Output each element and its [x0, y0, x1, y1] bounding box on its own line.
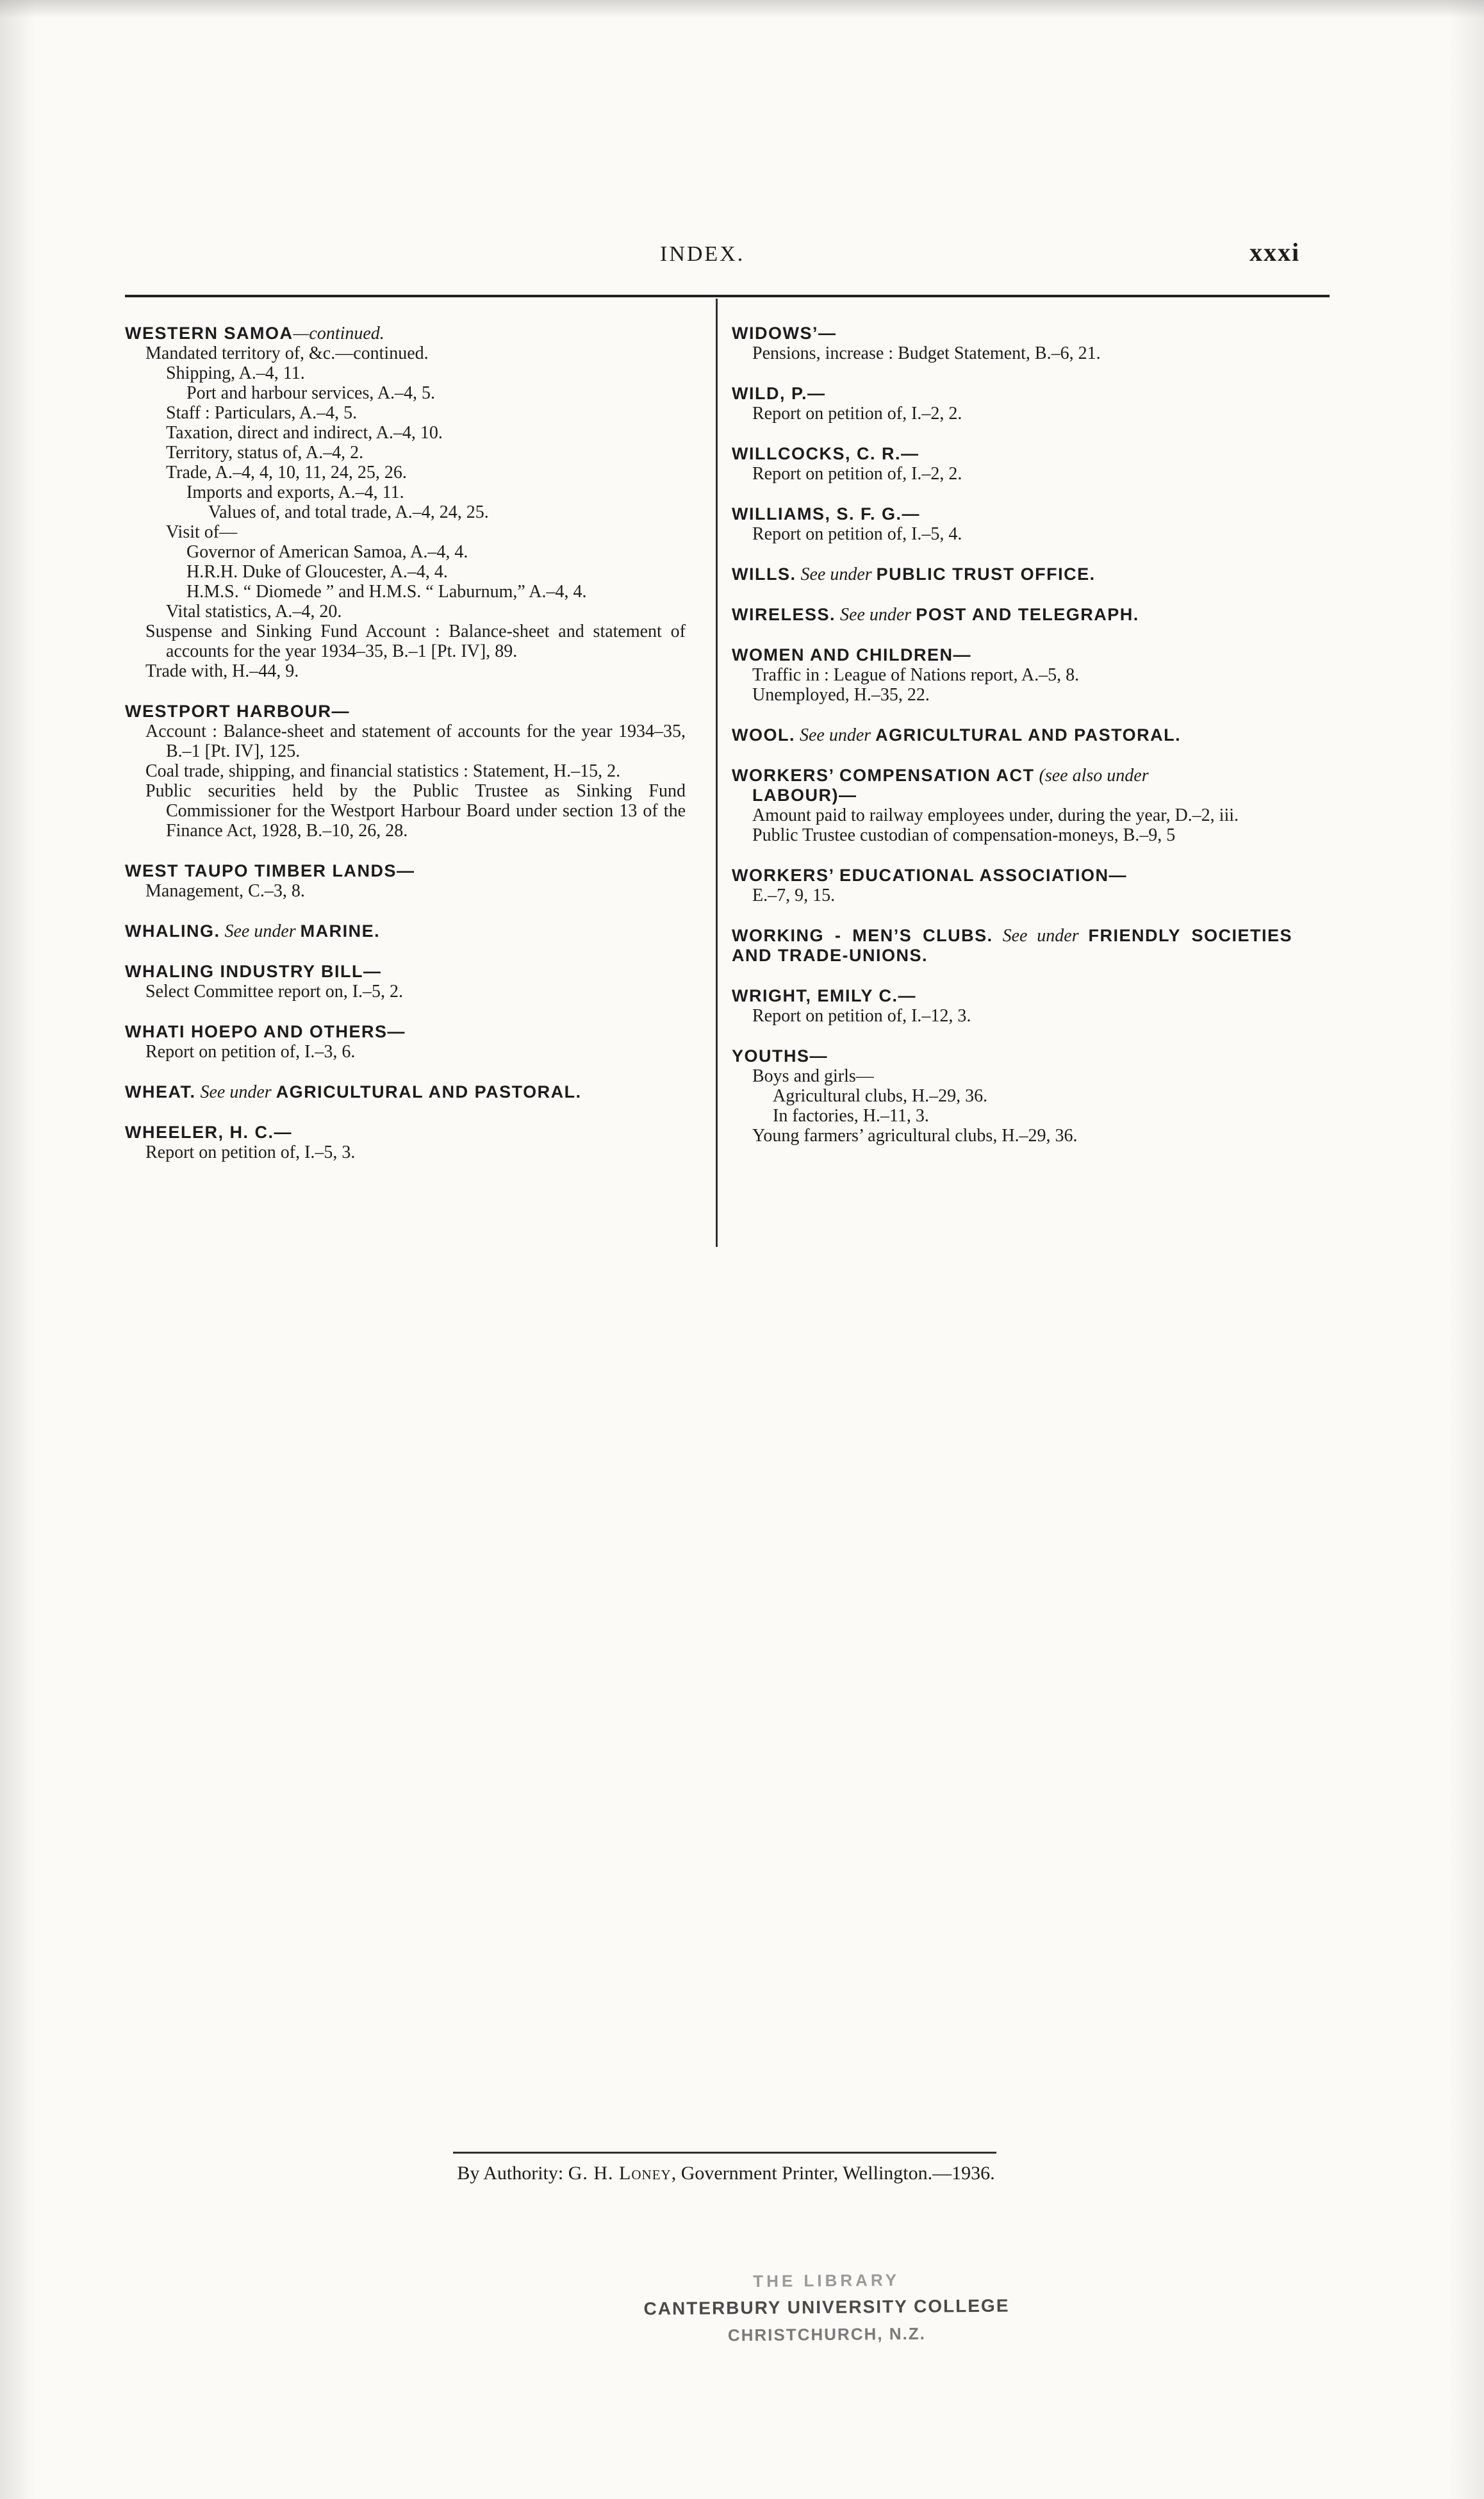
entry-line: Trade, A.–4, 4, 10, 11, 24, 25, 26.: [166, 463, 407, 482]
entry-heading: WHALING INDUSTRY BILL: [125, 962, 363, 981]
entry-line: Young farmers’ agricultural clubs, H.–29, 36.: [752, 1126, 1078, 1146]
printer-imprint: [363, 2163, 1089, 2184]
index-entry-west-taupo: [125, 861, 686, 901]
index-entry-whaling-industry-bill: [125, 962, 686, 1002]
entry-line: Report on petition of, I.–2, 2.: [752, 464, 962, 484]
entry-line: Trade with, H.–44, 9.: [145, 661, 299, 681]
see-under-label: See under: [200, 1082, 272, 1102]
entry-heading-suffix: —: [807, 384, 826, 403]
printer-name: G. H. Loney: [568, 2163, 672, 2184]
index-entry-western-samoa: [125, 324, 686, 681]
entry-line: Report on petition of, I.–12, 3.: [752, 1006, 971, 1026]
entry-line: Public Trustee custodian of compensation-moneys, B.–9, 5: [752, 825, 1176, 845]
column-divider: [716, 299, 718, 1247]
entry-line: Suspense and Sinking Fund Account : Balance-sheet and statement of accounts for the year 1934–35, B.–1 [Pt. IV], 89.: [145, 622, 686, 661]
entry-heading-suffix: —: [898, 986, 917, 1005]
index-entry-willcocks: [732, 444, 1292, 484]
entry-line: Traffic in : League of Nations report, A.–5, 8.: [752, 665, 1080, 685]
entry-line: Report on petition of, I.–5, 3.: [145, 1142, 356, 1162]
entry-heading: WORKERS’ EDUCATIONAL ASSOCIATION: [732, 866, 1109, 885]
entry-line: Select Committee report on, I.–5, 2.: [145, 982, 404, 1002]
index-column-left: [125, 324, 686, 1183]
index-entry-women-and-children: [732, 645, 1292, 705]
page-number: xxxi: [1249, 238, 1301, 267]
cross-reference-target: FRIENDLY SOCIETIES AND TRADE-UNIONS.: [732, 926, 1292, 965]
entry-line: Report on petition of, I.–3, 6.: [145, 1042, 356, 1062]
index-entry-youths: [732, 1046, 1292, 1146]
page-title: INDEX.: [660, 242, 745, 266]
entry-line: Report on petition of, I.–2, 2.: [752, 404, 962, 424]
entry-heading-suffix: —: [818, 324, 837, 343]
entry-heading: WOOL.: [732, 725, 795, 745]
entry-heading-suffix: —: [363, 962, 382, 981]
entry-line: Public securities held by the Public Trustee as Sinking Fund Commissioner for the Westport Harbour Board under section 13 of the Finance Act, 1928, B.–10, 26, 28.: [145, 781, 686, 841]
entry-heading: WILLCOCKS, C. R.: [732, 444, 901, 463]
index-entry-wright: [732, 986, 1292, 1026]
entry-line: Amount paid to railway employees under, during the year, D.–2, iii.: [752, 805, 1239, 825]
entry-heading-suffix: —: [274, 1123, 293, 1142]
entry-heading-suffix: —: [953, 645, 971, 664]
entry-line: H.R.H. Duke of Gloucester, A.–4, 4.: [186, 562, 448, 582]
see-under-label: See under: [224, 921, 296, 941]
entry-line: Taxation, direct and indirect, A.–4, 10.: [166, 423, 443, 443]
index-entry-working-mens-clubs: [732, 926, 1292, 966]
cross-reference-target: POST AND TELEGRAPH.: [916, 605, 1139, 624]
index-entry-whati-hoepo: [125, 1022, 686, 1062]
entry-heading-suffix: —: [902, 504, 920, 524]
entry-heading: WILLIAMS, S. F. G.: [732, 504, 902, 524]
index-entry-whaling: [125, 921, 686, 941]
library-stamp: [602, 2265, 1051, 2350]
entry-heading: WILD, P.: [732, 384, 808, 403]
entry-heading-suffix: —continued.: [293, 324, 384, 343]
page-edge-top: [0, 0, 1484, 18]
entry-line: Agricultural clubs, H.–29, 36.: [773, 1086, 988, 1106]
index-entry-westport-harbour: [125, 702, 686, 841]
entry-heading-suffix: —: [900, 444, 919, 463]
entry-line: Report on petition of, I.–5, 4.: [752, 524, 962, 544]
entry-line: Staff : Particulars, A.–4, 5.: [166, 403, 358, 423]
entry-line: Values of, and total trade, A.–4, 24, 25.: [208, 502, 489, 522]
index-entry-workers-compensation: [732, 766, 1292, 845]
see-under-label: See under: [799, 725, 871, 745]
cross-reference-target: PUBLIC TRUST OFFICE.: [876, 565, 1096, 584]
entry-heading: WHATI HOEPO AND OTHERS: [125, 1022, 388, 1041]
index-entry-williams: [732, 504, 1292, 544]
entry-heading: WRIGHT, EMILY C.: [732, 986, 898, 1005]
index-entry-wool: [732, 725, 1292, 745]
entry-line: Account : Balance-sheet and statement of accounts for the year 1934–35, B.–1 [Pt. IV], 125.: [145, 722, 686, 761]
entry-line: Visit of—: [166, 522, 238, 542]
see-under-label: See under: [840, 605, 912, 625]
imprint-suffix: , Government Printer, Wellington.—1936.: [671, 2163, 995, 2184]
entry-heading-suffix: —: [809, 1046, 829, 1066]
entry-line: Coal trade, shipping, and financial statistics : Statement, H.–15, 2.: [145, 761, 621, 781]
index-entry-wheat: [125, 1082, 686, 1102]
entry-heading-suffix: —: [1109, 866, 1128, 885]
entry-line: Pensions, increase : Budget Statement, B.–6, 21.: [752, 343, 1101, 363]
entry-heading: WHEAT.: [125, 1082, 196, 1101]
entry-heading: WILLS.: [732, 565, 796, 584]
entry-heading-suffix: —: [838, 786, 857, 805]
header-rule: [125, 295, 1330, 297]
entry-line: Management, C.–3, 8.: [145, 881, 305, 901]
entry-heading-line2: [732, 786, 1292, 805]
entry-heading: YOUTHS: [732, 1046, 810, 1066]
entry-line: Shipping, A.–4, 11.: [166, 363, 305, 383]
entry-line: Territory, status of, A.–4, 2.: [166, 443, 364, 463]
index-entry-wills: [732, 565, 1292, 584]
index-entry-wheeler: [125, 1123, 686, 1162]
footer-rule: [453, 2152, 996, 2154]
entry-heading-suffix: —: [331, 702, 350, 721]
entry-heading: WORKING - MEN’S CLUBS.: [732, 926, 993, 945]
entry-line: Vital statistics, A.–4, 20.: [166, 602, 342, 622]
entry-heading: WOMEN AND CHILDREN: [732, 645, 953, 664]
index-entry-workers-educational: [732, 866, 1292, 905]
entry-line: In factories, H.–11, 3.: [773, 1106, 929, 1126]
entry-line: Unemployed, H.–35, 22.: [752, 685, 930, 705]
entry-line: Boys and girls—: [752, 1066, 874, 1086]
entry-heading: WIDOWS’: [732, 324, 818, 343]
see-under-label: See under: [1002, 926, 1079, 946]
stamp-line: CANTERBURY UNIVERSITY COLLEGE: [643, 2295, 1010, 2319]
entry-heading: WORKERS’ COMPENSATION ACT: [732, 766, 1035, 785]
entry-heading-suffix: —: [387, 1022, 406, 1041]
entry-heading-block: [732, 926, 1292, 966]
entry-line: E.–7, 9, 15.: [752, 886, 836, 905]
see-under-label: See under: [800, 565, 872, 584]
entry-heading: WIRELESS.: [732, 605, 836, 624]
stamp-line: THE LIBRARY: [753, 2270, 900, 2291]
stamp-line: CHRISTCHURCH, N.Z.: [727, 2323, 926, 2345]
cross-reference-target: MARINE.: [300, 921, 381, 941]
page-edge-left: [0, 0, 35, 2499]
entry-heading: WHALING.: [125, 921, 220, 941]
entry-heading: WESTERN SAMOA: [125, 324, 293, 343]
cross-reference-target: AGRICULTURAL AND PASTORAL.: [276, 1082, 582, 1101]
entry-heading-suffix: —: [396, 861, 415, 880]
entry-line: H.M.S. “ Diomede ” and H.M.S. “ Laburnum,” A.–4, 4.: [186, 582, 587, 602]
see-also-label: (see also under: [1039, 766, 1149, 786]
cross-reference-target: AGRICULTURAL AND PASTORAL.: [875, 725, 1182, 745]
cross-reference-target: LABOUR): [752, 786, 839, 805]
entry-heading: WHEELER, H. C.: [125, 1123, 274, 1142]
index-entry-wireless: [732, 605, 1292, 625]
index-entry-wild: [732, 384, 1292, 424]
entry-line: Imports and exports, A.–4, 11.: [186, 482, 404, 502]
entry-heading-block: [732, 766, 1292, 805]
index-column-right: [732, 324, 1292, 1166]
entry-line: Mandated territory of, &c.—continued.: [145, 343, 429, 363]
entry-heading: WEST TAUPO TIMBER LANDS: [125, 861, 397, 880]
page-edge-right: [1449, 0, 1484, 2499]
imprint-prefix: By Authority:: [457, 2163, 564, 2184]
index-entry-widows: [732, 324, 1292, 363]
entry-line: Port and harbour services, A.–4, 5.: [186, 383, 436, 403]
entry-heading: WESTPORT HARBOUR: [125, 702, 332, 721]
entry-line: Governor of American Samoa, A.–4, 4.: [186, 542, 468, 562]
